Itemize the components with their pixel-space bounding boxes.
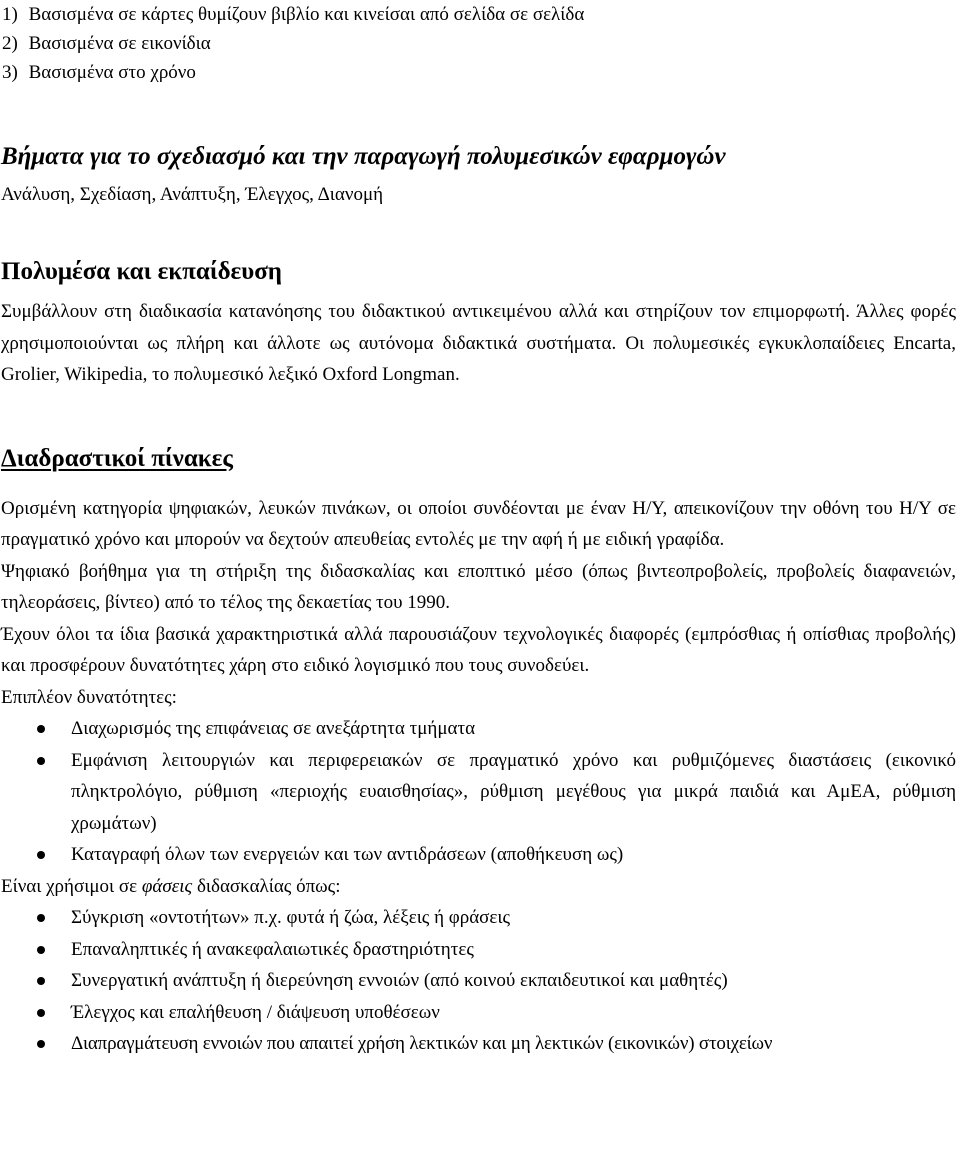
- list-item: [1, 934, 956, 966]
- extra-features-list: [1, 713, 956, 871]
- steps-title: Βήματα για το σχεδιασμό και την παραγωγή πολυμεσικών εφαρμογών: [1, 143, 726, 170]
- phases-word: φάσεις: [141, 875, 193, 897]
- list-number: 3): [2, 62, 18, 83]
- list-text: Διαπραγμάτευση εννοιών που απαιτεί χρήση λεκτικών και μη λεκτικών (εικονικών) στοιχείων: [71, 1033, 773, 1054]
- card-types-list: [1, 0, 956, 87]
- bullet-icon: [37, 977, 45, 985]
- list-item: [1, 839, 956, 871]
- list-item: [1, 0, 956, 29]
- list-item: [1, 58, 956, 87]
- list-text: Σύγκριση «οντοτήτων» π.χ. φυτά ή ζώα, λέξεις ή φράσεις: [71, 907, 511, 928]
- phases-label: [1, 871, 956, 903]
- list-item: [1, 713, 956, 745]
- list-text: Βασισμένα σε εικονίδια: [28, 33, 211, 54]
- bullet-icon: [37, 946, 45, 954]
- list-text: Καταγραφή όλων των ενεργειών και των αντιδράσεων (αποθήκευση ως): [71, 844, 624, 865]
- bullet-icon: [37, 914, 45, 922]
- media-education-paragraph: Συμβάλλουν στη διαδικασία κατανόησης του διδακτικού αντικειμένου αλλά και στηρίζουν τον επιμορφωτή. Άλλες φορές χρησιμοποιούνται ως πλήρη και άλλοτε ως αυτόνομα διδακτικά συστήματα. Οι πολυμεσικές εγκυκλοπαίδειες Encarta, Grolier, Wikipedia, το πολυμεσικό λεξικό Oxford Longman.: [1, 301, 956, 385]
- list-text: Διαχωρισμός της επιφάνειας σε ανεξάρτητα τμήματα: [71, 718, 476, 739]
- boards-paragraph-1: Ορισμένη κατηγορία ψηφιακών, λευκών πινάκων, οι οποίοι συνδέονται με έναν Η/Υ, απεικονίζουν την οθόνη του Η/Υ σε πραγματικό χρόνο και μπορούν να δεχτούν απευθείας εντολές με την αφή ή με ειδική γραφίδα.: [1, 497, 956, 550]
- phases-suffix: διδασκαλίας όπως:: [192, 875, 341, 897]
- list-item: [1, 745, 956, 840]
- boards-paragraph-2: Ψηφιακό βοήθημα για τη στήριξη της διδασκαλίας και εποπτικό μέσο (όπως βιντεοπροβολείς, προβολείς διαφανειών, τηλεοράσεις, βίντεο) από το τέλος της δεκαετίας του 1990.: [1, 560, 956, 613]
- list-number: 2): [2, 33, 18, 54]
- list-text: Βασισμένα στο χρόνο: [28, 62, 196, 83]
- list-item: [1, 997, 956, 1029]
- list-text: Έλεγχος και επαλήθευση / διάψευση υποθέσεων: [71, 1001, 440, 1023]
- list-item: [1, 1028, 956, 1060]
- list-text: Βασισμένα σε κάρτες θυμίζουν βιβλίο και κινείσαι από σελίδα σε σελίδα: [28, 4, 585, 25]
- list-number: 1): [2, 4, 18, 25]
- bullet-icon: [37, 725, 45, 733]
- list-item: [1, 902, 956, 934]
- extra-features-label: Επιπλέον δυνατότητες:: [1, 686, 177, 708]
- list-item: [1, 29, 956, 58]
- bullet-icon: [37, 851, 45, 859]
- phases-list: [1, 902, 956, 1060]
- phases-prefix: Είναι χρήσιμοι σε: [1, 875, 142, 897]
- media-education-heading: Πολυμέσα και εκπαίδευση: [1, 258, 283, 285]
- bullet-icon: [37, 757, 45, 765]
- steps-line: Ανάλυση, Σχεδίαση, Ανάπτυξη, Έλεγχος, Διανομή: [1, 184, 384, 205]
- bullet-icon: [37, 1040, 45, 1048]
- list-text: Εμφάνιση λειτουργιών και περιφερειακών σε πραγματικό χρόνο και ρυθμιζόμενες διαστάσεις (εικονικό πληκτρολόγιο, ρύθμιση «περιοχής ευαισθησίας», ρύθμιση μεγέθους για μικρά παιδιά και ΑμΕΑ, ρύθμιση χρωμάτων): [71, 749, 956, 834]
- bullet-icon: [37, 1009, 45, 1017]
- interactive-boards-heading: Διαδραστικοί πίνακες: [1, 444, 233, 472]
- list-text: Συνεργατική ανάπτυξη ή διερεύνηση εννοιών (από κοινού εκπαιδευτικοί και μαθητές): [71, 970, 728, 991]
- list-text: Επαναληπτικές ή ανακεφαλαιωτικές δραστηριότητες: [71, 938, 474, 960]
- boards-paragraph-3: Έχουν όλοι τα ίδια βασικά χαρακτηριστικά αλλά παρουσιάζουν τεχνολογικές διαφορές (εμπρόσθιας ή οπίσθιας προβολής) και προσφέρουν δυνατότητες χάρη στο ειδικό λογισμικό που τους συνοδεύει.: [1, 623, 956, 676]
- list-item: [1, 965, 956, 997]
